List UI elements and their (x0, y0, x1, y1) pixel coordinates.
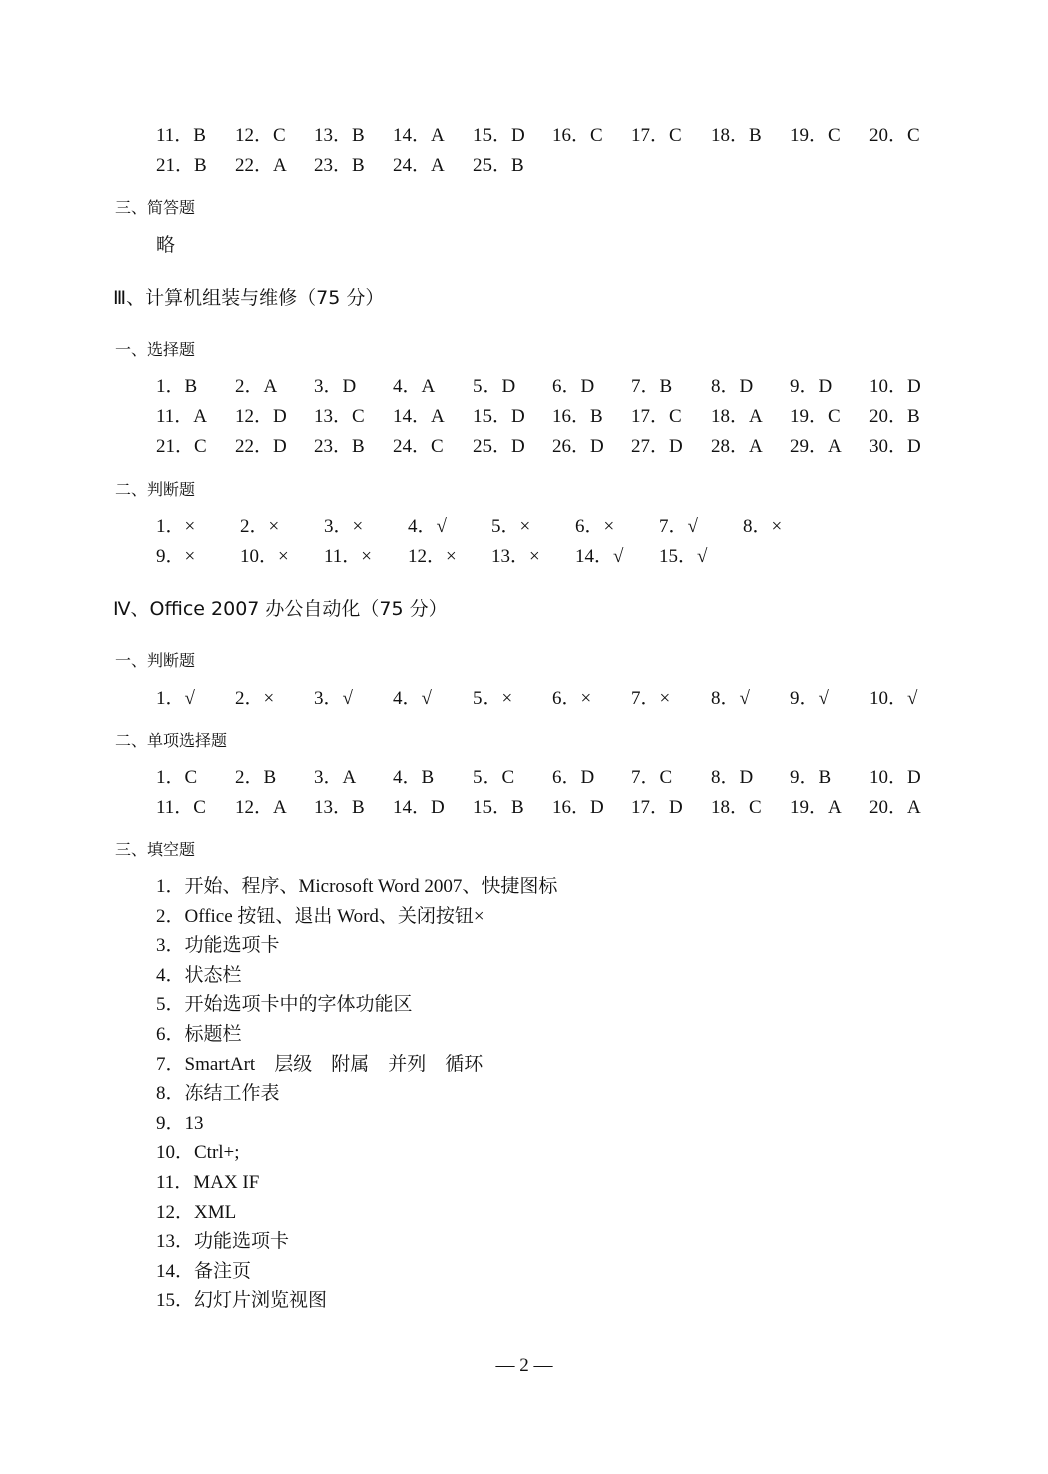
answer-cell: 24．A (393, 155, 445, 176)
answer-cell: 5．D (473, 376, 516, 397)
answer-cell: 6．D (552, 376, 595, 397)
answer-cell: 3．× (324, 516, 364, 537)
answer-cell: 26．D (552, 436, 604, 457)
answer-cell: 20．B (869, 406, 920, 427)
part4-mc-answers (0, 763, 1048, 823)
fill-item: 5．开始选项卡中的字体功能区 (156, 994, 413, 1016)
answer-cell: 8．× (743, 516, 783, 537)
part3-tf-heading: 二、判断题 (115, 480, 196, 499)
answer-cell: 3．A (314, 767, 357, 788)
fill-item: 13．功能选项卡 (156, 1231, 290, 1253)
part4-tf-answers (0, 684, 1048, 714)
fill-item: 15．幻灯片浏览视图 (156, 1290, 328, 1312)
fill-item: 1．开始、程序、Microsoft Word 2007、快捷图标 (156, 876, 558, 897)
answer-cell: 13．B (314, 125, 365, 146)
answer-cell: 15．B (473, 797, 524, 818)
part3-tf-answers (0, 512, 1048, 572)
answer-cell: 5．× (473, 688, 513, 709)
fill-item: 14．备注页 (156, 1260, 252, 1282)
answer-cell: 21．C (156, 436, 207, 457)
answer-cell: 16．C (552, 125, 603, 146)
answer-cell: 3．D (314, 376, 357, 397)
part3-mc-answers (0, 372, 1048, 462)
part3-title: Ⅲ、计算机组装与维修（75 分） (113, 287, 385, 309)
fill-item: 12．XML (156, 1201, 237, 1223)
fill-item: 6．标题栏 (156, 1023, 242, 1045)
answer-cell: 4．A (393, 376, 436, 397)
answer-cell: 2．× (240, 516, 280, 537)
answer-cell: 5．C (473, 767, 515, 788)
answer-cell: 7．× (631, 688, 671, 709)
answer-cell: 14．A (393, 125, 445, 146)
answer-cell: 5．× (491, 516, 531, 537)
answer-cell: 25．B (473, 155, 524, 176)
answer-cell: 11．A (156, 406, 208, 427)
answer-cell: 19．C (790, 125, 841, 146)
answer-cell: 10．× (240, 546, 289, 567)
answer-cell: 12．D (235, 406, 287, 427)
answer-cell: 28．A (711, 436, 763, 457)
answer-cell: 9．B (790, 767, 832, 788)
answer-cell: 15．D (473, 125, 525, 146)
answer-cell: 10．√ (869, 688, 918, 709)
answer-cell: 4．√ (408, 516, 447, 537)
answer-cell: 2．A (235, 376, 278, 397)
answer-cell: 16．B (552, 406, 603, 427)
answer-cell: 10．D (869, 376, 921, 397)
answer-cell: 23．B (314, 436, 365, 457)
answer-cell: 13．× (491, 546, 540, 567)
answer-cell: 14．√ (575, 546, 624, 567)
answer-row (0, 121, 1048, 151)
answer-cell: 1．C (156, 767, 198, 788)
answer-cell: 29．A (790, 436, 842, 457)
answer-row (0, 402, 1048, 432)
answer-cell: 1．B (156, 376, 198, 397)
answer-cell: 11．× (324, 546, 373, 567)
answer-cell: 9．× (156, 546, 196, 567)
answer-cell: 13．B (314, 797, 365, 818)
part4-mc-heading: 二、单项选择题 (115, 731, 228, 750)
fill-item: 8．冻结工作表 (156, 1083, 280, 1105)
fill-item: 3．功能选项卡 (156, 935, 280, 957)
answer-cell: 14．A (393, 406, 445, 427)
answer-cell: 7．B (631, 376, 673, 397)
answer-cell: 4．√ (393, 688, 432, 709)
fill-item: 9．13 (156, 1112, 204, 1134)
answer-cell: 2．B (235, 767, 277, 788)
answer-row (0, 793, 1048, 823)
answer-cell: 11．B (156, 125, 206, 146)
answer-cell: 27．D (631, 436, 683, 457)
answer-cell: 17．D (631, 797, 683, 818)
answer-cell: 1．√ (156, 688, 195, 709)
answer-cell: 13．C (314, 406, 365, 427)
fill-item: 11．MAX IF (156, 1171, 260, 1193)
answer-cell: 12．× (408, 546, 457, 567)
answer-cell: 3．√ (314, 688, 353, 709)
answer-cell: 12．A (235, 797, 287, 818)
page-number: — 2 — (495, 1355, 553, 1376)
answer-cell: 8．√ (711, 688, 750, 709)
fill-item: 7．SmartArt 层级 附属 并列 循环 (156, 1053, 484, 1075)
part2-short-heading: 三、简答题 (115, 198, 196, 217)
answer-cell: 1．× (156, 516, 196, 537)
part2-mc-answers (0, 121, 1048, 181)
answer-cell: 4．B (393, 767, 435, 788)
answer-cell: 14．D (393, 797, 445, 818)
answer-cell: 20．A (869, 797, 921, 818)
answer-cell: 10．D (869, 767, 921, 788)
answer-cell: 6．D (552, 767, 595, 788)
answer-cell: 2．× (235, 688, 275, 709)
answer-row (0, 432, 1048, 462)
part4-tf-heading: 一、判断题 (115, 651, 196, 670)
answer-cell: 18．C (711, 797, 762, 818)
answer-row (0, 684, 1048, 714)
answer-cell: 20．C (869, 125, 920, 146)
answer-cell: 22．D (235, 436, 287, 457)
answer-cell: 23．B (314, 155, 365, 176)
fill-item: 4．状态栏 (156, 964, 242, 986)
answer-cell: 9．√ (790, 688, 829, 709)
part4-title: Ⅳ、Office 2007 办公自动化（75 分） (113, 598, 448, 620)
answer-cell: 15．D (473, 406, 525, 427)
part4-fill-list (156, 872, 956, 1316)
answer-row (0, 542, 1048, 572)
answer-row (0, 151, 1048, 181)
answer-cell: 18．B (711, 125, 762, 146)
answer-cell: 17．C (631, 406, 682, 427)
answer-row (0, 763, 1048, 793)
answer-cell: 11．C (156, 797, 206, 818)
answer-cell: 21．B (156, 155, 207, 176)
answer-cell: 16．D (552, 797, 604, 818)
answer-cell: 8．D (711, 376, 754, 397)
answer-cell: 19．C (790, 406, 841, 427)
part4-fill-heading: 三、填空题 (115, 840, 196, 859)
answer-cell: 25．D (473, 436, 525, 457)
answer-cell: 6．× (575, 516, 615, 537)
answer-cell: 9．D (790, 376, 833, 397)
answer-row (0, 372, 1048, 402)
answer-cell: 15．√ (659, 546, 708, 567)
answer-cell: 7．C (631, 767, 673, 788)
part3-mc-heading: 一、选择题 (115, 340, 196, 359)
answer-row (0, 512, 1048, 542)
answer-cell: 18．A (711, 406, 763, 427)
part2-short-text: 略 (156, 234, 176, 256)
answer-cell: 12．C (235, 125, 286, 146)
answer-cell: 19．A (790, 797, 842, 818)
answer-cell: 22．A (235, 155, 287, 176)
answer-cell: 17．C (631, 125, 682, 146)
answer-cell: 6．× (552, 688, 592, 709)
answer-cell: 8．D (711, 767, 754, 788)
answer-cell: 24．C (393, 436, 444, 457)
fill-item: 10．Ctrl+; (156, 1142, 240, 1164)
answer-cell: 30．D (869, 436, 921, 457)
answer-cell: 7．√ (659, 516, 698, 537)
fill-item: 2．Office 按钮、退出 Word、关闭按钮× (156, 905, 485, 927)
